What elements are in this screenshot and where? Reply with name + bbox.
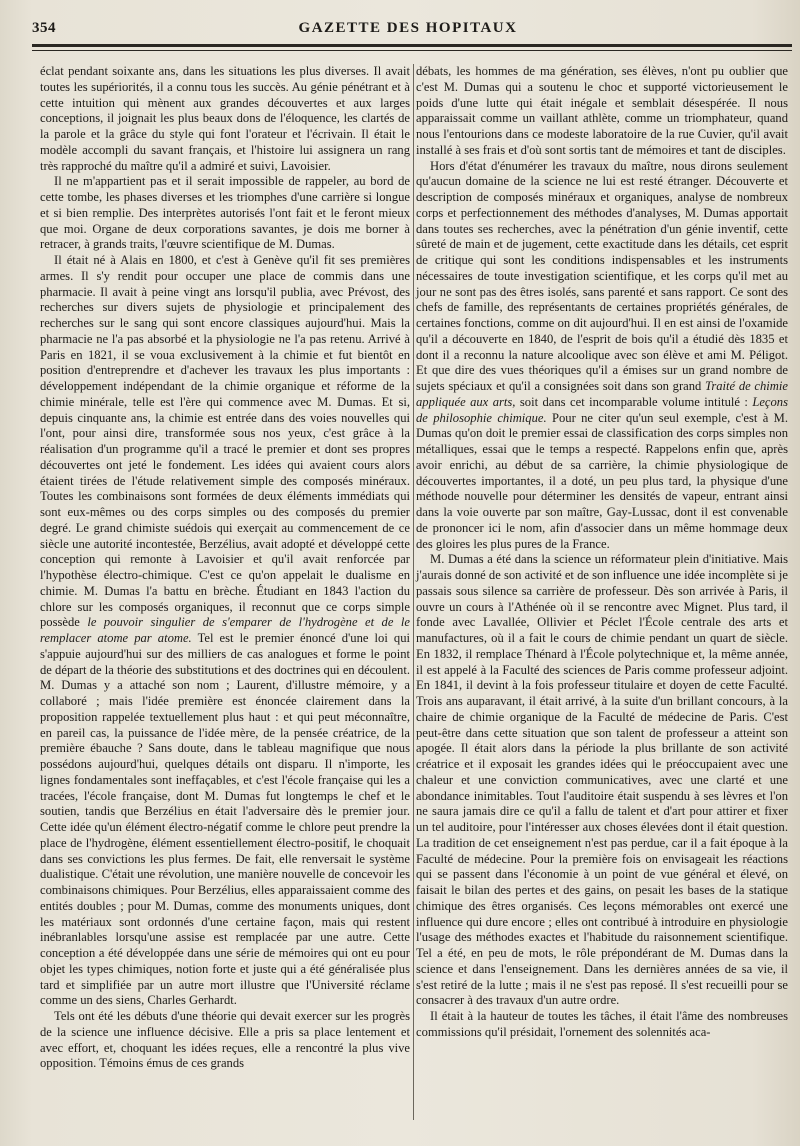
left-column <box>40 64 410 1072</box>
page-number: 354 <box>32 20 56 36</box>
paragraph: Il était à la hauteur de toutes les tâches, il était l'âme des nombreuses commissions qu'il présidait, l'ornement des solennités aca- <box>416 1009 788 1039</box>
paragraph <box>416 159 788 553</box>
journal-title: GAZETTE DES HOPITAUX <box>298 20 518 36</box>
paragraph-text: Hors d'état d'énumérer les travaux du maître, nous dirons seulement qu'aucun domaine de la science ne lui est resté étranger. Découverte et description de composés minéraux et organiques, analyse de nombreux corps et perfectionnement des méthodes d'analyses, M. Dumas apportait dans toutes ses recherches, avec la pénétration d'un génie inventif, cette sûreté de main et de jugement, cette exactitude dans les détails, cet esprit de critique qui sont les conditions indispensables et les instruments nécessaires de toute investigation scientifique, et les corps qu'il met au jour ne sont pas des êtres isolés, sans parenté et sans rapport. Ce sont des chefs de famille, des représentants de certaines propriétés générales, de certaines fonctions, comme on dit aujourd'hui. Il en est ainsi de l'oxamide qu'il a découverte en 1840, de l'esprit de bois qu'il a étudié dès 1835 et dont il a reconnu la nature alcoolique avec son élève et ami M. Péligot. Et que dire des vues théoriques qu'il a émises sur un grand nombre de sujets spéciaux et qu'il a consignées soit dans son grand <box>416 158 788 393</box>
paragraph: Il ne m'appartient pas et il serait impossible de rappeler, au bord de cette tombe, les phases diverses et les triomphes d'une carrière si longue et si bien remplie. Des interprètes autorisés l'ont fait et le feront mieux que moi. Organe de deux corporations savantes, je dois me borner à retracer, à grands traits, l'œuvre scientifique de M. Dumas. <box>40 174 410 252</box>
paragraph: Tels ont été les débuts d'une théorie qui devait exercer sur les progrès de la science une influence décisive. Elle a pris sa place lentement et avec effort, et, choquant les idées reçues, elle a rencontré la plus vive opposition. Témoins émus de ces grands <box>40 1009 410 1071</box>
paragraph: M. Dumas a été dans la science un réformateur plein d'initiative. Mais j'aurais donné de son activité et de son influence une idée incomplète si je passais sous silence sa carrière de professeur. Dès son arrivée à Paris, il ouvre un cours à l'Athénée où il se rencontre avec Mignet. Plus tard, il fonde avec Lavallée, Ollivier et Péclet l'École centrale des arts et manufactures, où il a fait le cours de chimie pendant un quart de siècle. En 1832, il remplace Thénard à l'École polytechnique et, la même année, il est appelé à la Faculté des sciences de Paris comme professeur adjoint. En 1841, il devint à la fois professeur titulaire et doyen de cette Faculté. Trois ans auparavant, il était arrivé, à la suite d'un brillant concours, à la chaire de chimie organique de la Faculté de médecine de Paris. C'est peut-être dans cette situation que son talent de professeur a atteint son apogée. Il était alors dans la période la plus brillante de son activité créatrice et il exposait les grandes idées qui le préoccupaient avec une chaleur et une conviction communicatives, avec une clarté et une abondance inimitables. Tout l'auditoire était suspendu à ses lèvres et l'on ne saura jamais dire ce qu'il a fallu de talent et d'art pour attirer et fixer un tel auditoire, pour l'intéresser aux choses élevées dont il était question. La tradition de cet enseignement n'est pas perdue, car il a fait époque à la Faculté de médecine. Pour la première fois on envisageait les réactions qui se passent dans l'économie à un point de vue général et élevé, on faisait le bilan des pertes et des gains, on pesait les bases de la statique chimique des êtres organisés. Ces leçons mémorables ont exercé une influence qui dure encore ; elles ont contribué à introduire en physiologie l'usage des méthodes exactes et l'habitude du raisonnement scientifique. Tel a été, en peu de mots, le rôle prépondérant de M. Dumas dans la science et dans l'enseignement. Dans les dernières années de sa vie, il s'est retiré de la lutte ; mais il ne s'est pas reposé. Il s'est recueilli pour se consacrer à des travaux d'un autre ordre. <box>416 552 788 1008</box>
column-divider <box>413 64 414 1120</box>
paragraph: éclat pendant soixante ans, dans les situations les plus diverses. Il avait toutes les supériorités, il a connu tous les succès. Au génie pénétrant et à cette intuition qui mènent aux grandes découvertes et aux larges conceptions, il joignait les plus beaux dons de l'éloquence, les clartés de la parole et la grâce du style qui font l'orateur et l'écrivain. Il était le modèle accompli du savant français, et l'histoire lui assignera un rang très rapproché du maître qu'il a admiré et suivi, Lavoisier. <box>40 64 410 173</box>
paragraph-text: Il était né à Alais en 1800, et c'est à Genève qu'il fit ses premières armes. Il s'y rendit pour occuper une place de commis dans une pharmacie. Il avait à peine vingt ans lorsqu'il publia, avec Prévost, des recherches sur divers sujets de physiologie et principalement des recherches sur le sang qui sont encore classiques aujourd'hui. Mais la pharmacie ne l'a pas absorbé et la physiologie ne l'a pas retenu. Arrivé à Paris en 1821, il se voua exclusivement à la chimie et fut bientôt en position d'entreprendre et d'achever les travaux les plus importants : développement indépendant de la chimie organique et réforme de la chimie minérale, telle est l'ère qui commence avec M. Dumas. Et si, depuis cinquante ans, la chimie est entrée dans des voies nouvelles qui l'ont, pour ainsi dire, transformée sous nos yeux, c'est grâce à la réalisation d'un programme qu'il a tracé le premier et dont ses propres découvertes ont jeté le fondement. Les idées qui avaient cours alors étaient tirées de l'étude relativement simple des composés minéraux. Toutes les combinaisons sont formées de deux éléments immédiats qui sont eux-mêmes ou des corps simples ou des composés du premier degré. Le grand chimiste suédois qui exerçait au commencement de ce siècle une autorité incontestée, Berzélius, avait adopté et développé cette conception qui remonte à Lavoisier et qu'il avait renforcée par l'hypothèse électro-chimique. C'est ce qu'on appelait le dualisme en chimie. M. Dumas l'a battu en brèche. Étudiant en 1843 l'action du chlore sur les composés organiques, il reconnut que ce corps simple possède <box>40 253 410 630</box>
page-header <box>32 18 784 40</box>
italic-quote: le pouvoir singulier de s'emparer de l'hydrogène et de le remplacer atome par atome. <box>40 615 410 645</box>
paragraph-text: Tel est le premier énoncé d'une loi qui s'appuie aujourd'hui sur des milliers de cas analogues et forme le point de départ de la théorie des substitutions et des doctrines qui en découlent. M. Dumas y a attaché son nom ; Laurent, d'illustre mémoire, y a collaboré ; mais l'idée première est énoncée clairement dans la proposition rappelée textuellement plus haut : et qui peut méconnaître, en pareil cas, la puissance de l'idée mère, de la pensée créatrice, de la première ébauche ? Sans doute, dans le tableau magnifique que nous possédons aujourd'hui, quelques détails ont disparu. Il n'importe, les lignes fondamentales sont ineffaçables, et c'est l'école française qui les a tracées, l'école française, dont M. Dumas fut longtemps le chef et le soutien, tandis que Berzélius en était l'adversaire dès le premier jour. Cette idée qu'un élément électro-négatif comme le chlore peut prendre la place de l'hydrogène, élément essentiellement électro-positif, le choquait dans ses convictions les plus fermes. De fait, elle renversait le système dualistique. C'était une révolution, une manière nouvelle de concevoir les combinaisons chimiques. Pour Berzélius, elles apparaissaient comme des entités doubles ; pour M. Dumas, comme des monuments uniques, dont les matériaux sont ordonnés d'une certaine façon, mais qui restent inébranlables lorsqu'une assise est remplacée par une autre. Cette conception a été développée dans une série de mémoires qui ont eu pour objet les types chimiques, notion forte et juste qui a été généralisée plus tard et simplifiée par un autre mort illustre que l'Université réclame comme un des siens, Charles Gerhardt. <box>40 631 411 1008</box>
italic-title: Leçons de philosophie chimique. <box>416 394 788 425</box>
paragraph-text: soit dans cet incomparable volume intitulé : <box>515 394 753 409</box>
italic-title: Traité de chimie appliquée aux arts, <box>416 379 788 409</box>
paragraph: débats, les hommes de ma génération, ses élèves, n'ont pu oublier que c'est M. Dumas qui a soutenu le choc et supporté victorieusement le poids d'une lutte qui était inégale et semblait désespérée. Il nous apparaissait comme un vaillant athlète, comme un triomphateur, quand nous l'entourions dans ce modeste laboratoire de la rue Cuvier, qu'il avait installé à ses frais et d'où sont sortis tant de mémoires et tant de disciples. <box>416 64 788 157</box>
paragraph-text: Pour ne citer qu'un seul exemple, c'est à M. Dumas qu'on doit le premier essai de classification des corps simples non métalliques, essai que le temps a respecté. Rappelons enfin que, après avoir enrichi, au début de sa carrière, la chimie physiologique de découvertes importantes, il a doté, un peu plus tard, la physique d'une méthode nouvelle pour déterminer les densités de vapeur, entrant ainsi dans la voie ouverte par son maître, Gay-Lussac, dont il est convenable de prononcer ici le nom, afin d'associer dans un même hommage deux des gloires les plus pures de la France. <box>416 410 788 551</box>
paragraph <box>40 253 410 1009</box>
header-rule-thin <box>32 50 792 51</box>
right-column <box>416 64 788 1041</box>
header-rule-thick <box>32 44 792 47</box>
